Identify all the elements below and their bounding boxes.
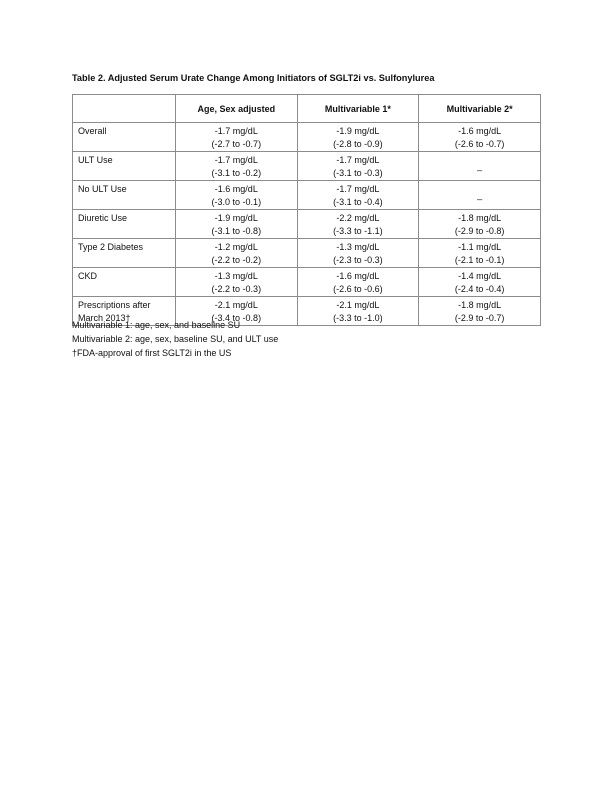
cell-mv1 (297, 210, 419, 239)
cell-value: -1.6 mg/dL (458, 126, 502, 136)
row-label-diuretic-use: Diuretic Use (73, 210, 176, 239)
cell-mv1 (297, 181, 419, 210)
cell-ci: (-3.4 to -0.8) (211, 312, 262, 323)
row-label-type-2-diabetes: Type 2 Diabetes (73, 239, 176, 268)
cell-value: -1.8 mg/dL (458, 300, 502, 310)
cell-mv1 (297, 152, 419, 181)
cell-value: -1.6 mg/dL (336, 271, 380, 281)
cell-ci: (-2.4 to -0.4) (454, 283, 505, 294)
cell-age-sex (176, 268, 297, 297)
table-row (73, 210, 541, 239)
cell-ci: (-3.3 to -1.1) (333, 225, 383, 236)
header-cell-empty (73, 95, 176, 123)
table-row (73, 123, 541, 152)
cell-value: _ (477, 189, 483, 200)
cell-ci: (-2.7 to -0.7) (211, 138, 262, 149)
cell-mv1 (297, 123, 419, 152)
cell-ci: (-3.0 to -0.1) (211, 196, 262, 207)
cell-age-sex (176, 181, 297, 210)
cell-value: -2.1 mg/dL (336, 300, 380, 310)
cell-mv2-empty (419, 152, 541, 181)
cell-ci: (-2.9 to -0.8) (454, 225, 505, 236)
row-label-ult-use: ULT Use (73, 152, 176, 181)
row-label-line-2: March 2013† (78, 312, 131, 323)
header-multivariable-1: Multivariable 1* (297, 95, 419, 123)
cell-ci: (-2.8 to -0.9) (333, 138, 383, 149)
cell-value: -1.2 mg/dL (214, 242, 258, 252)
row-label-line-1: Prescriptions after (78, 300, 151, 310)
cell-ci: (-3.1 to -0.3) (333, 167, 383, 178)
cell-ci: (-3.1 to -0.4) (333, 196, 383, 207)
cell-ci: (-2.3 to -0.3) (333, 254, 383, 265)
cell-age-sex (176, 239, 297, 268)
cell-ci: (-3.3 to -1.0) (333, 312, 383, 323)
cell-age-sex (176, 123, 297, 152)
cell-ci: (-2.9 to -0.7) (454, 312, 505, 323)
cell-value: -1.1 mg/dL (458, 242, 502, 252)
cell-value: -1.8 mg/dL (458, 213, 502, 223)
table-row (73, 181, 541, 210)
cell-value: -1.9 mg/dL (336, 126, 380, 136)
cell-age-sex (176, 152, 297, 181)
cell-value: -1.7 mg/dL (214, 126, 258, 136)
cell-value: -1.9 mg/dL (214, 213, 258, 223)
cell-ci: (-2.2 to -0.3) (211, 283, 262, 294)
cell-value: -1.7 mg/dL (214, 155, 258, 165)
cell-ci: (-2.2 to -0.2) (211, 254, 262, 265)
cell-value: _ (477, 160, 483, 171)
cell-value: -1.7 mg/dL (336, 184, 380, 194)
table-row (73, 268, 541, 297)
header-multivariable-2: Multivariable 2* (419, 95, 541, 123)
cell-value: -1.3 mg/dL (336, 242, 380, 252)
table-row (73, 152, 541, 181)
cell-mv2 (419, 239, 541, 268)
urate-change-table (72, 94, 541, 326)
cell-value: -2.1 mg/dL (214, 300, 258, 310)
footnote-multivariable-2: Multivariable 2: age, sex, baseline SU, and ULT use (72, 334, 279, 344)
cell-value: -1.6 mg/dL (214, 184, 258, 194)
cell-ci: (-2.6 to -0.6) (333, 283, 383, 294)
row-label-overall: Overall (73, 123, 176, 152)
cell-age-sex (176, 210, 297, 239)
cell-value: -1.3 mg/dL (214, 271, 258, 281)
footnotes (72, 318, 278, 360)
cell-ci: (-3.1 to -0.2) (211, 167, 262, 178)
table-title: Table 2. Adjusted Serum Urate Change Among Initiators of SGLT2i vs. Sulfonylurea (72, 73, 435, 83)
cell-value: -1.4 mg/dL (458, 271, 502, 281)
cell-mv2 (419, 268, 541, 297)
row-label-ckd: CKD (73, 268, 176, 297)
cell-mv1 (297, 297, 419, 326)
cell-mv2 (419, 297, 541, 326)
table-header-row (73, 95, 541, 123)
cell-mv2-empty (419, 181, 541, 210)
header-age-sex-adjusted: Age, Sex adjusted (176, 95, 297, 123)
cell-mv2 (419, 210, 541, 239)
cell-mv1 (297, 239, 419, 268)
table-row (73, 239, 541, 268)
footnote-multivariable-1: Multivariable 1: age, sex, and baseline SU (72, 320, 241, 330)
cell-value: -2.2 mg/dL (336, 213, 380, 223)
cell-mv1 (297, 268, 419, 297)
cell-mv2 (419, 123, 541, 152)
cell-value: -1.7 mg/dL (336, 155, 380, 165)
cell-ci: (-3.1 to -0.8) (211, 225, 262, 236)
cell-ci: (-2.6 to -0.7) (454, 138, 505, 149)
cell-ci: (-2.1 to -0.1) (454, 254, 505, 265)
row-label-no-ult-use: No ULT Use (73, 181, 176, 210)
footnote-fda-approval: †FDA-approval of first SGLT2i in the US (72, 348, 232, 358)
